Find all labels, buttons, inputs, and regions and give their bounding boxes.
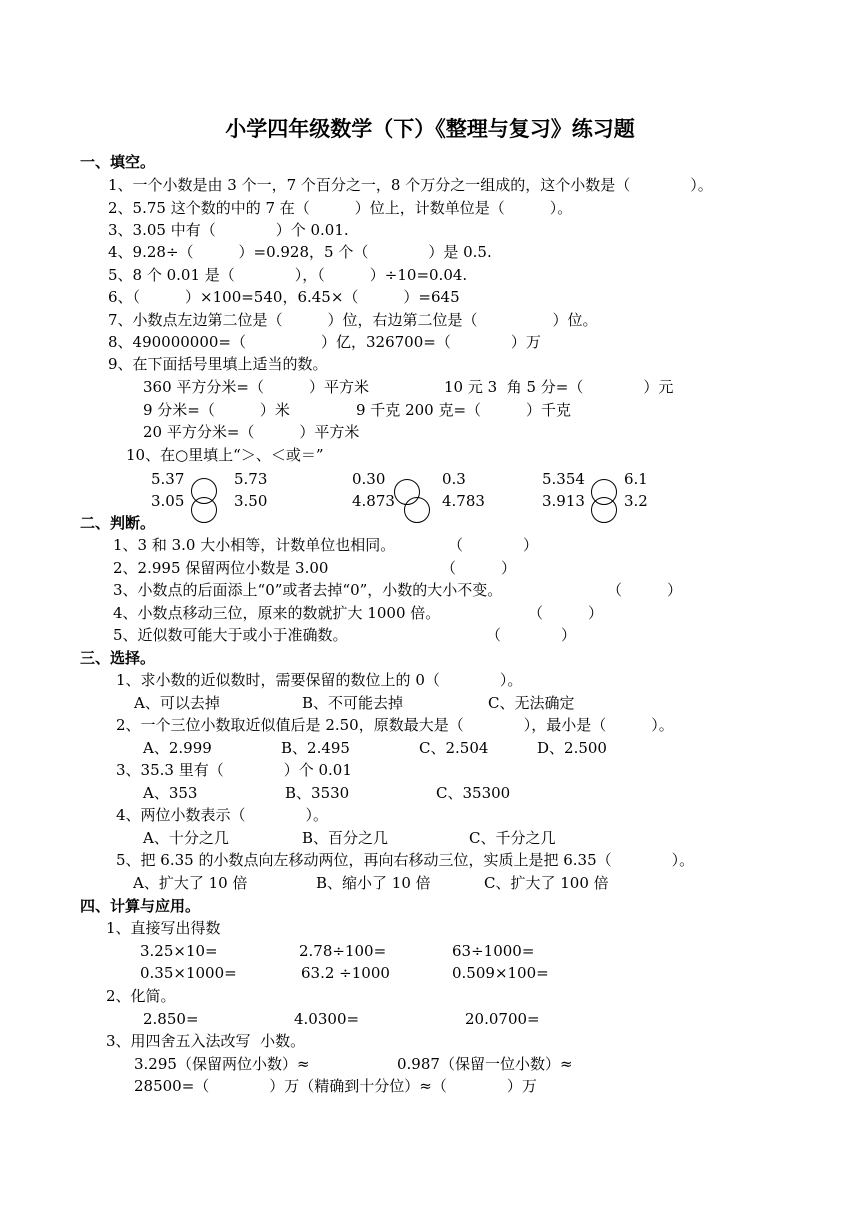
judge-question-2: 2、2.995 保留两位小数是 3.00: [113, 559, 329, 577]
unit-conversion-1: 360 平方分米=（ ）平方米: [143, 378, 369, 396]
fill-question-4: 4、9.28÷（ ）=0.928，5 个（ ）是 0.5.: [108, 243, 492, 261]
calc-question-3: 3、用四舍五入法改写 小数。: [106, 1032, 306, 1050]
compare-right: 4.783: [442, 492, 485, 510]
choice-option[interactable]: C、千分之几: [469, 829, 556, 847]
judge-answer-paren: （ ）: [528, 604, 604, 622]
unit-conversion-4: 9 千克 200 克=（ ）千克: [356, 401, 572, 419]
judge-answer-paren: （ ）: [448, 536, 539, 554]
fill-question-8: 8、490000000=（ ）亿，326700=（ ）万: [108, 333, 541, 351]
round-item: 3.295（保留两位小数）≈: [134, 1055, 310, 1073]
judge-answer-paren: （ ）: [607, 581, 683, 599]
choice-option[interactable]: C、无法确定: [488, 694, 575, 712]
calc-question-2: 2、化简。: [106, 987, 176, 1005]
fill-question-3: 3、3.05 中有（ ）个 0.01.: [108, 221, 349, 239]
section-heading-fill-in: 一、填空。: [80, 153, 156, 171]
page-title: 小学四年级数学（下）《整理与复习》练习题: [225, 116, 635, 141]
choice-option[interactable]: B、百分之几: [302, 829, 389, 847]
compare-circle[interactable]: [591, 497, 617, 523]
section-heading-choice: 三、选择。: [80, 649, 156, 667]
compare-left: 3.05: [151, 492, 185, 510]
calc-question-1: 1、直接写出得数: [106, 919, 221, 937]
compare-right: 3.2: [624, 492, 648, 510]
unit-conversion-2: 10 元 3 角 5 分=（ ）元: [444, 378, 674, 396]
fill-question-2: 2、5.75 这个数的中的 7 在（ ）位上，计数单位是（ ）。: [108, 199, 573, 217]
compare-right: 6.1: [624, 470, 648, 488]
choice-option[interactable]: B、缩小了 10 倍: [316, 874, 431, 892]
calc-item: 63÷1000=: [452, 942, 535, 960]
choice-question-1: 1、求小数的近似数时，需要保留的数位上的 0（ ）。: [116, 671, 523, 689]
compare-left: 0.30: [352, 470, 386, 488]
calc-item: 0.509×100=: [452, 964, 549, 982]
compare-left: 5.37: [151, 470, 185, 488]
simplify-item: 2.850=: [143, 1010, 199, 1028]
choice-option[interactable]: A、可以去掉: [134, 694, 220, 712]
choice-option[interactable]: A、十分之几: [143, 829, 229, 847]
choice-question-4: 4、两位小数表示（ ）。: [116, 806, 329, 824]
judge-question-3: 3、小数点的后面添上“0”或者去掉“0”，小数的大小不变。: [113, 581, 503, 599]
compare-right: 3.50: [234, 492, 268, 510]
unit-conversion-3: 9 分米=（ ）米: [143, 401, 290, 419]
calc-item: 3.25×10=: [140, 942, 218, 960]
choice-option[interactable]: C、35300: [436, 784, 511, 802]
compare-circle[interactable]: [404, 497, 430, 523]
section-heading-calculation: 四、计算与应用。: [80, 897, 201, 915]
simplify-item: 20.0700=: [465, 1010, 540, 1028]
choice-option[interactable]: B、3530: [285, 784, 350, 802]
fill-question-10: 10、在○里填上“＞、＜或＝”: [126, 446, 324, 464]
calc-item: 63.2 ÷1000: [301, 964, 390, 982]
compare-left: 3.913: [542, 492, 585, 510]
fill-question-5: 5、8 个 0.01 是（ ），（ ）÷10=0.04.: [108, 266, 468, 284]
choice-option[interactable]: D、2.500: [537, 739, 607, 757]
choice-question-3: 3、35.3 里有（ ）个 0.01: [116, 761, 352, 779]
choice-question-5: 5、把 6.35 的小数点向左移动两位，再向右移动三位，实质上是把 6.35（ ）。: [116, 851, 695, 869]
judge-question-5: 5、近似数可能大于或小于准确数。: [113, 626, 348, 644]
simplify-item: 4.0300=: [294, 1010, 360, 1028]
judge-answer-paren: （ ）: [441, 559, 517, 577]
choice-option[interactable]: A、353: [143, 784, 198, 802]
compare-left: 5.354: [542, 470, 585, 488]
judge-question-4: 4、小数点移动三位，原来的数就扩大 1000 倍。: [113, 604, 441, 622]
fill-question-6: 6、（ ）×100=540，6.45×（ ）=645: [108, 288, 460, 306]
choice-option[interactable]: C、扩大了 100 倍: [484, 874, 609, 892]
choice-option[interactable]: A、2.999: [143, 739, 212, 757]
choice-option[interactable]: B、不可能去掉: [302, 694, 404, 712]
calc-item: 0.35×1000=: [140, 964, 237, 982]
calc-item: 2.78÷100=: [299, 942, 387, 960]
unit-conversion-5: 20 平方分米=（ ）平方米: [143, 423, 360, 441]
choice-option[interactable]: B、2.495: [281, 739, 350, 757]
choice-question-2: 2、一个三位小数取近似值后是 2.50，原数最大是（ ），最小是（ ）。: [116, 716, 674, 734]
compare-right: 5.73: [234, 470, 268, 488]
section-heading-judgement: 二、判断。: [80, 514, 156, 532]
fill-question-7: 7、小数点左边第二位是（ ）位，右边第二位是（ ）位。: [108, 311, 598, 329]
fill-question-1: 1、一个小数是由 3 个一，7 个百分之一，8 个万分之一组成的，这个小数是（ ）。: [108, 176, 713, 194]
choice-option[interactable]: A、扩大了 10 倍: [133, 874, 248, 892]
round-item: 28500=（ ）万（精确到十分位）≈（ ）万: [134, 1077, 537, 1095]
compare-left: 4.873: [352, 492, 395, 510]
fill-question-9: 9、在下面括号里填上适当的数。: [108, 355, 328, 373]
compare-right: 0.3: [442, 470, 466, 488]
judge-answer-paren: （ ）: [486, 626, 577, 644]
round-item: 0.987（保留一位小数）≈: [397, 1055, 573, 1073]
judge-question-1: 1、3 和 3.0 大小相等，计数单位也相同。: [113, 536, 396, 554]
compare-circle[interactable]: [191, 497, 217, 523]
choice-option[interactable]: C、2.504: [419, 739, 489, 757]
